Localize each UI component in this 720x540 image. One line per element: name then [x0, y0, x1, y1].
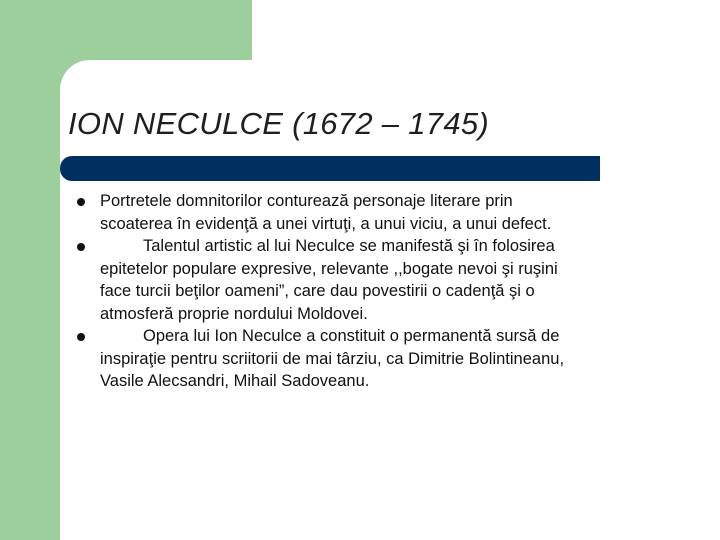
title-underline-bar — [60, 156, 600, 181]
bullet-line: Portretele domnitorilor conturează personaje literare prin — [100, 192, 513, 210]
bullet-line-text: Talentul artistic al lui Neculce se manifestă şi în folosirea — [143, 237, 555, 255]
bullet-line-text: Opera lui Ion Neculce a constituit o permanentă sursă de — [143, 327, 560, 345]
bullet-line: epitetelor populare expresive, relevante ,,bogate nevoi şi ruşini — [100, 259, 558, 278]
bullet-line: scoaterea în evidenţă a unei virtuţi, a unui viciu, a unui defect. — [100, 214, 552, 233]
bullet-line: atmosferă proprie nordului Moldovei. — [100, 304, 368, 323]
bullet-line-indented — [100, 325, 674, 348]
bullet-line-indented — [100, 235, 674, 258]
bullet-dot-icon — [77, 333, 85, 341]
bullet-item — [74, 190, 674, 235]
bullet-dot-icon — [77, 198, 85, 206]
bullet-item — [74, 235, 674, 325]
bullet-line: face turcii beţilor oameni”, care dau povestirii o cadenţă şi o — [100, 282, 535, 300]
slide-title: ION NECULCE (1672 – 1745) — [68, 106, 490, 141]
bullet-item — [74, 325, 674, 393]
bullet-line: Vasile Alecsandri, Mihail Sadoveanu. — [100, 372, 370, 390]
bullet-line: inspiraţie pentru scriitorii de mai târziu, ca Dimitrie Bolintineanu, — [100, 349, 565, 368]
bullet-list — [74, 190, 674, 393]
bullet-dot-icon — [77, 243, 85, 251]
